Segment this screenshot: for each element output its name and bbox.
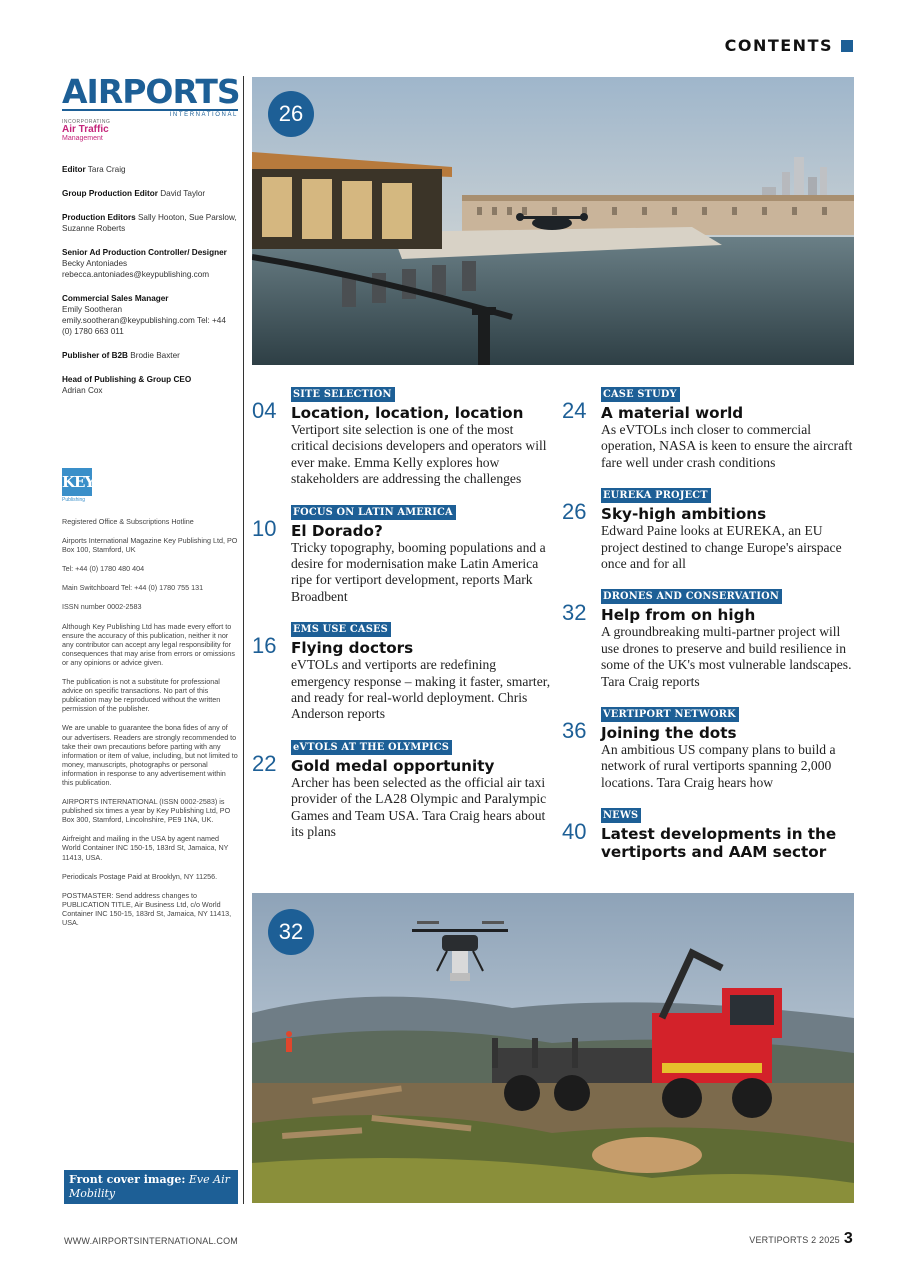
- key-logo-mark: KEY: [62, 468, 92, 496]
- smallprint-para: Tel: +44 (0) 1780 480 404: [62, 564, 145, 574]
- toc-description: Tricky topography, booming populations and a desire for modernisation make Latin America ripe for vertiport development, reports Mark Broadbent: [291, 539, 546, 604]
- page-header: [725, 36, 853, 55]
- staff-entry: Head of Publishing & Group CEO Adrian Cox: [62, 375, 192, 395]
- cover-credit: Front cover image: Eve Air Mobility: [64, 1170, 238, 1204]
- toc-description: Edward Paine looks at EUREKA, an EU project destined to change Europe's airspace once and for all: [601, 523, 842, 572]
- smallprint-para: Airports International Magazine Key Publishing Ltd, PO Box 100, Stamford, UK: [62, 536, 238, 555]
- smallprint-para: We are unable to guarantee the bona fides of any of our advertisers. Readers are strongly recommended to take their own precautions before parting with any information or item of value, including, but not limited to money, manuscripts, photographs or personal information in response to any advertisement within this publication.: [62, 723, 238, 787]
- toc-title: Gold medal opportunity: [291, 756, 495, 775]
- toc-kicker: EUREKA PROJECT: [601, 488, 711, 503]
- toc-title: Location, location, location: [291, 404, 524, 422]
- toc-entry[interactable]: [562, 704, 854, 791]
- toc-page-number: 26: [562, 499, 587, 525]
- masthead-sidebar: [62, 72, 240, 927]
- toc-page-number: 36: [562, 718, 587, 744]
- toc-column-right: [562, 384, 854, 875]
- page-number-badge: 32: [268, 909, 314, 955]
- staff-entry: Editor Tara Craig: [62, 165, 126, 174]
- toc-page-number: 24: [562, 398, 587, 423]
- toc-kicker: SITE SELECTION: [291, 387, 395, 402]
- toc-description: Vertiport site selection is one of the most critical decisions developers and operators will ever make. Emma Kelly explores how stakeholders are addressing the challenges: [291, 422, 547, 487]
- staff-entry: Commercial Sales Manager Emily Sootheran emily.sootheran@keypublishing.com Tel: +44 (0) 1780 663 011: [62, 294, 226, 336]
- logo-atm-line1: Air Traffic: [62, 124, 109, 135]
- smallprint-para: The publication is not a substitute for professional advice on specific transactions. No part of this publication may be reproduced without the written permission of the publisher.: [62, 677, 221, 714]
- toc-page-number: 16: [252, 633, 277, 659]
- sidebar-divider: [243, 76, 244, 1204]
- publisher-smallprint: [62, 517, 238, 937]
- smallprint-para: AIRPORTS INTERNATIONAL (ISSN 0002-2583) is published six times a year by Key Publishing Ltd, PO Box 300, Stamford, Lincolnshire, PE9 1NA, UK.: [62, 797, 231, 825]
- toc-entry[interactable]: [562, 805, 854, 861]
- toc-kicker: DRONES AND CONSERVATION: [601, 589, 782, 604]
- toc-title: El Dorado?: [291, 521, 383, 540]
- website-url[interactable]: WWW.AIRPORTSINTERNATIONAL.COM: [64, 1236, 238, 1246]
- toc-description: As eVTOLs inch closer to commercial operation, NASA is keen to ensure the aircraft fare well under crash conditions: [601, 422, 853, 470]
- toc-description: A groundbreaking multi-partner project will use drones to preserve and build resilience in some of the UK's most vulnerable landscapes. Tara Craig reports: [601, 624, 852, 689]
- toc-title: Help from on high: [601, 606, 756, 625]
- page-number-badge: 26: [268, 91, 314, 137]
- toc-title: Latest developments in the vertiports and AAM sector: [601, 825, 837, 862]
- toc-entry[interactable]: [252, 619, 552, 723]
- toc-description: eVTOLs and vertiports are redefining emergency response – making it faster, smarter, and ready for real-world deployment. Chris Anderson reports: [291, 657, 551, 722]
- toc-description: Archer has been selected as the official air taxi provider of the LA28 Olympic and Paralympic Games and Team USA. Tara Craig hears about its plans: [291, 774, 547, 840]
- smallprint-para: ISSN number 0002-2583: [62, 602, 142, 612]
- square-marker-icon: [841, 40, 853, 52]
- vertiport-illustration: [252, 77, 854, 365]
- toc-kicker: VERTIPORT NETWORK: [601, 707, 739, 722]
- toc-entry[interactable]: [562, 384, 854, 471]
- toc-description: An ambitious US company plans to build a network of rural vertiports spanning 2,000 locations. Tara Craig hears how: [601, 742, 836, 790]
- staff-list: [62, 164, 238, 396]
- folio: [749, 1230, 853, 1248]
- toc-title: Sky-high ambitions: [601, 505, 767, 524]
- issue-label: VERTIPORTS 2 2025: [749, 1235, 840, 1245]
- staff-entry: Senior Ad Production Controller/ Designer Becky Antoniades rebecca.antoniades@keypublishing.com: [62, 248, 227, 279]
- smallprint-para: Registered Office & Subscriptions Hotline: [62, 517, 194, 526]
- toc-entry[interactable]: [562, 485, 854, 572]
- toc-kicker: FOCUS ON LATIN AMERICA: [291, 505, 456, 520]
- page-number: 3: [843, 1230, 853, 1247]
- logo-incorporating: INCORPORATING: [62, 119, 111, 125]
- logo-subtitle: INTERNATIONAL: [169, 112, 238, 118]
- smallprint-para: POSTMASTER: Send address changes to PUBLICATION TITLE, Air Business Ltd, c/o World Container INC 150-15, 183rd St, Jamaica, NY 11413, USA.: [62, 890, 232, 927]
- magazine-logo: [62, 72, 240, 142]
- toc-page-number: 32: [562, 600, 587, 626]
- toc-entry[interactable]: [252, 502, 552, 606]
- toc-entry[interactable]: [252, 384, 552, 488]
- key-publishing-logo: [62, 468, 95, 503]
- smallprint-para: Airfreight and mailing in the USA by agent named World Container INC 150-15, 183rd St, Jamaica, NY 11413, USA.: [62, 834, 229, 862]
- toc-title: Flying doctors: [291, 639, 414, 658]
- smallprint-para: Although Key Publishing Ltd has made every effort to ensure the accuracy of this publication, neither it nor any contributor can accept any legal responsibility for consequences that may arise from errors or omissions or any opinions or advice given.: [62, 621, 235, 667]
- toc-page-number: 22: [252, 750, 277, 776]
- toc-kicker: eVTOLS AT THE OLYMPICS: [291, 740, 452, 755]
- toc-kicker: EMS USE CASES: [291, 622, 391, 637]
- section-title: CONTENTS: [724, 36, 833, 55]
- staff-entry: Publisher of B2B Brodie Baxter: [62, 351, 180, 360]
- feature-image-vertiport[interactable]: [252, 77, 854, 365]
- toc-kicker: CASE STUDY: [601, 387, 680, 402]
- toc-entry[interactable]: [562, 586, 854, 690]
- drone-forestry-illustration: [252, 893, 854, 1203]
- toc-title: Joining the dots: [601, 724, 737, 743]
- toc-page-number: 04: [252, 398, 277, 423]
- toc-kicker: NEWS: [601, 808, 641, 823]
- staff-entry: Group Production Editor David Taylor: [62, 189, 206, 198]
- toc-entry[interactable]: [252, 737, 552, 841]
- toc-page-number: 10: [252, 515, 277, 541]
- logo-atm-line2: Management: [62, 135, 103, 142]
- toc-column-left: [252, 384, 552, 855]
- smallprint-para: Periodicals Postage Paid at Brooklyn, NY 11256.: [62, 871, 218, 881]
- toc-page-number: 40: [562, 819, 587, 845]
- key-logo-sub: Publishing: [62, 497, 86, 503]
- staff-entry: Production Editors Sally Hooton, Sue Parslow, Suzanne Roberts: [62, 213, 237, 233]
- toc-title: A material world: [601, 404, 744, 422]
- feature-image-drone[interactable]: [252, 893, 854, 1203]
- logo-wordmark: AIRPORTS: [62, 72, 240, 111]
- smallprint-para: Main Switchboard Tel: +44 (0) 1780 755 131: [62, 583, 204, 593]
